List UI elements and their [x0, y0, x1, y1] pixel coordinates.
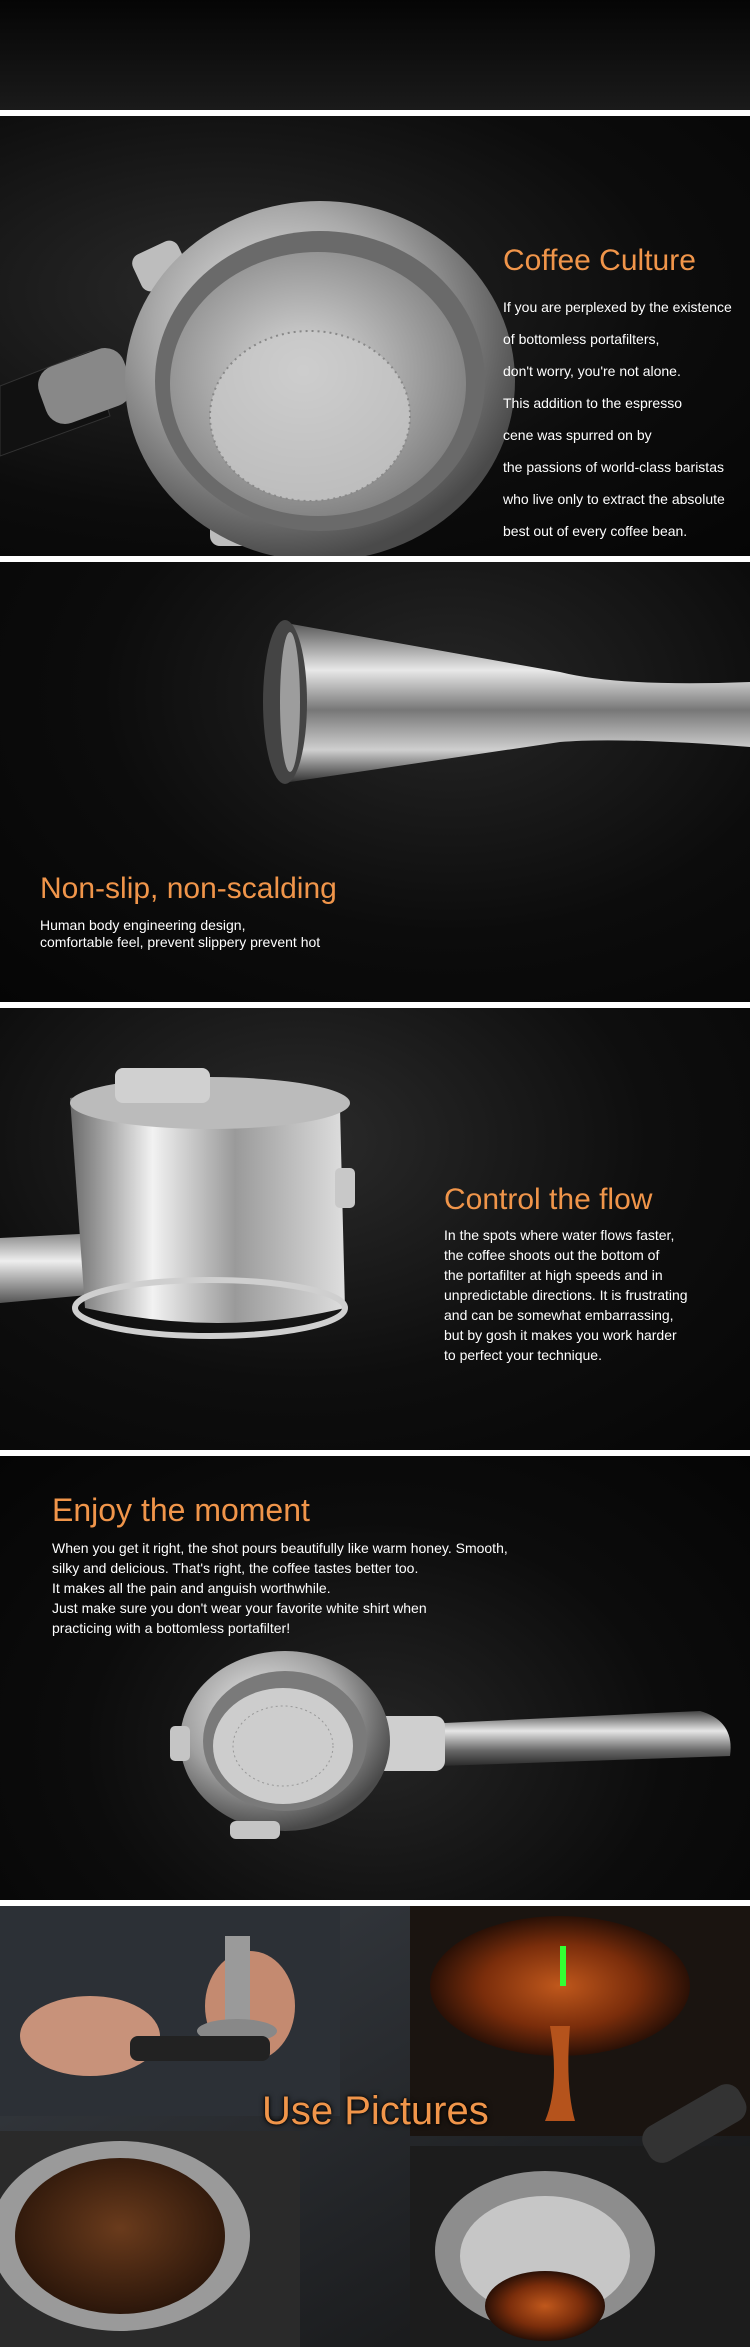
text-line: who live only to extract the absolute [503, 491, 725, 507]
text-line: When you get it right, the shot pours beautifully like warm honey. Smooth, [52, 1540, 508, 1556]
text-line: don't worry, you're not alone. [503, 363, 681, 379]
coffee-culture-title: Coffee Culture [503, 244, 696, 277]
text-line: silky and delicious. That's right, the coffee tastes better too. [52, 1560, 419, 1576]
use-pictures-title: Use Pictures [262, 2089, 489, 2133]
text-line: In the spots where water flows faster, [444, 1227, 675, 1243]
text-line: cene was spurred on by [503, 427, 652, 443]
text-line: but by gosh it makes you work harder [444, 1327, 677, 1343]
enjoy-moment-section [0, 1456, 750, 1900]
text-line: of bottomless portafilters, [503, 331, 660, 347]
coffee-culture-section [0, 116, 750, 556]
text-line: the passions of world-class baristas [503, 459, 724, 475]
text-line: unpredictable directions. It is frustrating [444, 1287, 688, 1303]
enjoy-moment-title: Enjoy the moment [52, 1492, 310, 1528]
control-flow-title: Control the flow [444, 1183, 653, 1216]
text-line: and can be somewhat embarrassing, [444, 1307, 674, 1323]
text-line: the portafilter at high speeds and in [444, 1267, 663, 1283]
text-line: to perfect your technique. [444, 1347, 602, 1363]
text-line: If you are perplexed by the existence [503, 299, 732, 315]
coffee-culture-text [503, 291, 732, 547]
non-slip-text [40, 917, 320, 951]
control-flow-text [444, 1225, 688, 1365]
text-line: best out of every coffee bean. [503, 523, 688, 539]
text-line: Just make sure you don't wear your favorite white shirt when [52, 1600, 427, 1616]
text-line: It makes all the pain and anguish worthwhile. [52, 1580, 331, 1596]
text-line: comfortable feel, prevent slippery prevent hot [40, 934, 321, 950]
enjoy-moment-text [52, 1538, 508, 1638]
use-pictures-section [0, 1906, 750, 2347]
text-line: This addition to the espresso [503, 395, 682, 411]
control-flow-section [0, 1008, 750, 1450]
top-band [0, 0, 750, 110]
non-slip-title: Non-slip, non-scalding [40, 872, 337, 905]
non-slip-section [0, 562, 750, 1002]
text-line: the coffee shoots out the bottom of [444, 1247, 660, 1263]
text-line: practicing with a bottomless portafilter! [52, 1620, 291, 1636]
text-line: Human body engineering design, [40, 917, 246, 933]
